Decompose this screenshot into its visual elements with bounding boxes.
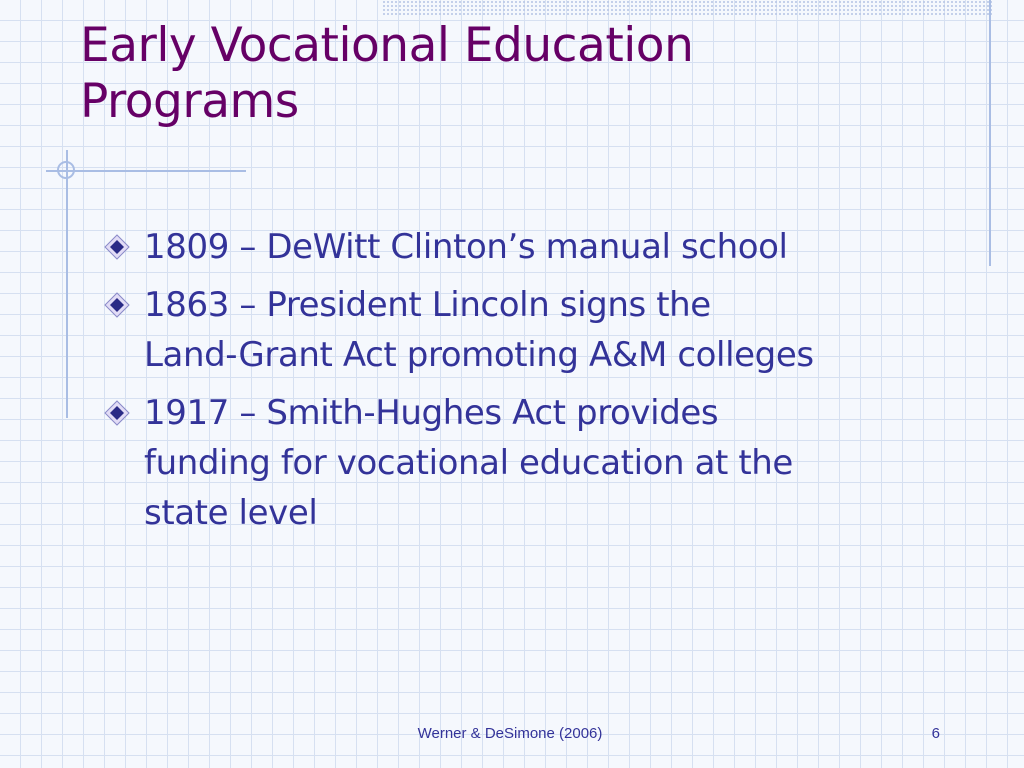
title-underline bbox=[46, 170, 246, 172]
left-accent-line bbox=[66, 150, 68, 418]
bullet-item bbox=[104, 388, 984, 538]
bullet-text-line: funding for vocational education at the bbox=[144, 443, 793, 483]
page-number: 6 bbox=[931, 725, 940, 742]
bullet-text-line: 1863 – President Lincoln signs the bbox=[144, 285, 711, 325]
diamond-bullet-icon bbox=[104, 292, 138, 318]
slide-title bbox=[80, 18, 960, 130]
bullet-text-line: Land-Grant Act promoting A&M colleges bbox=[144, 335, 814, 375]
bullet-text-line: 1917 – Smith-Hughes Act provides bbox=[144, 393, 719, 433]
right-accent-line bbox=[989, 0, 991, 266]
bullet-text-line: state level bbox=[144, 493, 318, 533]
title-line: Programs bbox=[80, 74, 299, 129]
bullet-item bbox=[104, 280, 984, 380]
bullet-text-line: 1809 – DeWitt Clinton’s manual school bbox=[144, 227, 788, 267]
bullet-item bbox=[104, 222, 984, 272]
diamond-bullet-icon bbox=[104, 400, 138, 426]
accent-ring bbox=[57, 161, 75, 179]
bullet-list bbox=[104, 222, 984, 546]
top-dot-pattern bbox=[382, 0, 992, 15]
diamond-bullet-icon bbox=[104, 234, 138, 260]
title-line: Early Vocational Education bbox=[80, 18, 694, 73]
footer-citation: Werner & DeSimone (2006) bbox=[417, 725, 603, 742]
